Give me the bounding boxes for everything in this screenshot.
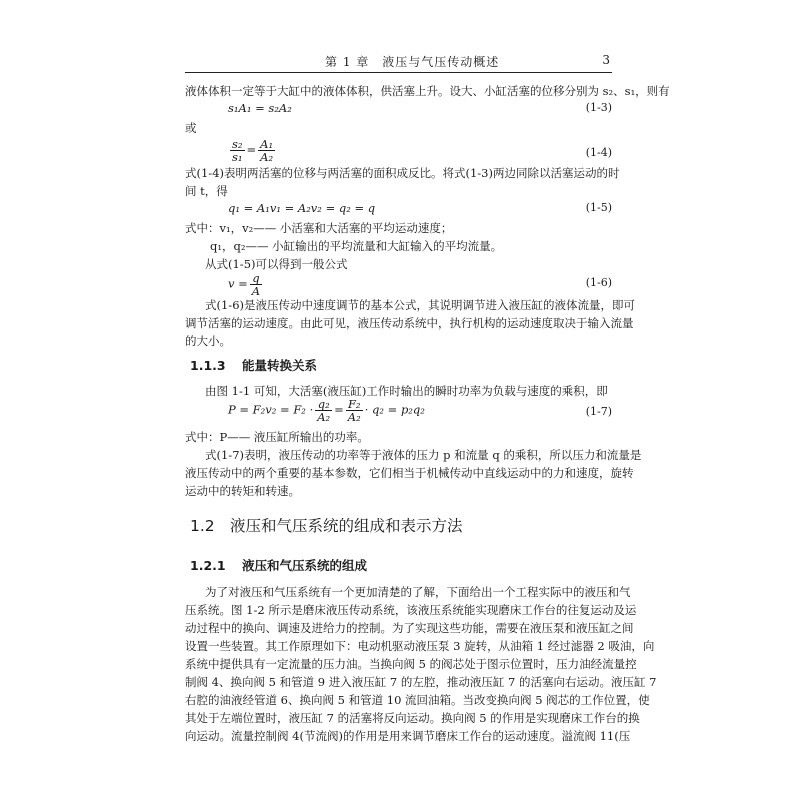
paragraph-line: 从式(1-5)可以得到一般公式 [205,257,348,271]
fraction: $\frac{\text{q₂}}{\text{A₂}}$ [317,397,331,424]
paragraph-line: 运动中的转矩和转速。 [185,484,300,498]
fraction: $\frac{\text{s₂}}{\text{s₁}}$ [232,137,243,164]
paragraph-line: 其处于左端位置时，液压缸 7 的活塞将反向运动。换向阀 5 的作用是实现磨床工作台的换 [185,711,640,725]
paragraph-line: 由图 1-1 可知，大活塞(液压缸)工作时输出的瞬时功率为负载与速度的乘积，即 [205,384,608,398]
fraction: $\frac{\text{F₂}}{\text{A₂}}$ [347,397,361,424]
chapter-title: 第 1 章 液压与气压传动概述 [325,55,500,69]
equation-1-4: $\frac{\text{s₂}}{\text{s₁}}$ = $\frac{\text{A₁}}{\text{A₂}}$ [232,137,274,164]
paragraph-line: 压系统。图 1-2 所示是磨床液压传动系统，该液压系统能实现磨床工作台的往复运动及运 [185,603,637,617]
paragraph-line: 式(1-6)是液压传动中速度调节的基本公式，其说明调节进入液压缸的液体流量，即可 [205,298,635,312]
fraction: $\frac{\text{A₁}}{\text{A₂}}$ [260,137,274,164]
paragraph-line: 为了对液压和气压系统有一个更加清楚的了解，下面给出一个工程实际中的液压和气 [205,585,631,599]
paragraph-line: 液压传动中的两个重要的基本参数，它们相当于机械传动中直线运动中的力和速度，旋转 [185,466,634,480]
fraction: $\frac{q}{A}$ [251,271,261,298]
paragraph-line: 调节活塞的运动速度。由此可见，液压传动系统中，执行机构的运动速度取决于输入流量 [185,316,634,330]
paragraph-line: 的大小。 [185,334,231,348]
paragraph-line: 设置一些装置。其工作原理如下：电动机驱动液压泵 3 旋转，从油箱 1 经过滤器 2 吸油，向 [185,639,655,653]
paragraph-line: 间 t，得 [185,184,228,198]
equation-1-7: P = F₂v₂ = F₂ · $\frac{\text{q₂}}{\text{A₂}}$ = $\frac{\text{F₂}}{\text{A₂}}$ · q₂ = p₂q₂ [228,397,425,424]
equation-1-6: v = $\frac{q}{A}$ [228,271,261,298]
equation-number: (1-7) [585,405,612,418]
text-or: 或 [185,121,197,135]
paragraph-line: 液体体积一定等于大缸中的液体体积，供活塞上升。设大、小缸活塞的位移分别为 s₂、s₁，则有 [185,84,670,98]
section-heading-1-1-3: 1.1.3 能量转换关系 [190,358,318,373]
equation-1-3: s₁A₁ = s₂A₂ [228,101,292,115]
paragraph-line: 制阀 4、换向阀 5 和管道 9 进入液压缸 7 的左腔，推动液压缸 7 的活塞向右运动。液压缸 7 [185,675,657,689]
paragraph-line: 动过程中的换向、调速及进给力的控制。为了实现这些功能，需要在液压泵和液压缸之间 [185,621,634,635]
definition-line: 式中：v₁，v₂—— 小活塞和大活塞的平均运动速度； [185,221,453,235]
paragraph-line: 式(1-7)表明，液压传动的功率等于液体的压力 p 和流量 q 的乘积，所以压力和流量是 [205,448,642,462]
paragraph-line: 向运动。流量控制阀 4(节流阀)的作用是用来调节磨床工作台的运动速度。溢流阀 11(压 [185,729,631,743]
equation-number: (1-4) [585,146,612,159]
page-number: 3 [602,53,610,67]
definition-line: 式中：P—— 液压缸所输出的功率。 [185,430,369,444]
equation-number: (1-6) [585,276,612,289]
section-heading-1-2-1: 1.2.1 液压和气压系统的组成 [190,558,368,573]
running-header [185,50,612,73]
paragraph-line: 系统中提供具有一定流量的压力油。当换向阀 5 的阀芯处于图示位置时，压力油经流量控 [185,657,637,671]
equation-1-5: q₁ = A₁v₁ = A₂v₂ = q₂ = q [228,201,376,215]
paragraph-line: 右腔的油液经管道 6、换向阀 5 和管道 10 流回油箱。当改变换向阀 5 阀芯的工作位置，使 [185,693,650,707]
definition-line: q₁，q₂—— 小缸输出的平均流量和大缸输入的平均流量。 [210,239,503,253]
section-heading-1-2: 1.2 液压和气压系统的组成和表示方法 [190,517,463,535]
paragraph-line: 式(1-4)表明两活塞的位移与两活塞的面积成反比。将式(1-3)两边同除以活塞运动的时 [185,166,620,180]
equation-number: (1-5) [585,201,612,214]
equation-number: (1-3) [585,101,612,114]
